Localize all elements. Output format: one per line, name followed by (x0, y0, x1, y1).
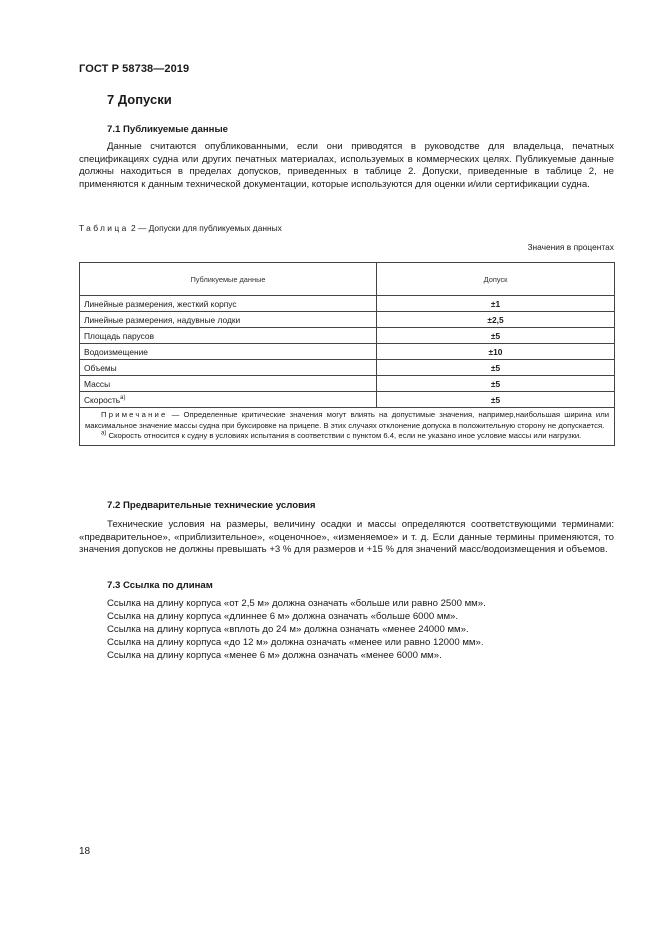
table-cell-value: ±5 (377, 360, 615, 376)
table-note-text (85, 410, 609, 431)
subsection-title-7-2: 7.2 Предварительные технические условия (107, 500, 316, 511)
table-cell-value: ±2,5 (377, 312, 615, 328)
table-cell-name-text: Скорость (84, 394, 121, 405)
note-body: — Определенные критические значения могут влиять на допустимые значения, например,наибольшая ширина или максимальное значение массы судна при буксировке на прицепе. В этих случаях отклонение допуска в положительную сторону не допускается. (85, 410, 609, 430)
subsection-title-7-1: 7.1 Публикуемые данные (107, 124, 228, 135)
table-caption-word: Таблица (79, 223, 129, 233)
page-number: 18 (79, 846, 91, 857)
table-cell-name: Объемы (80, 360, 377, 376)
table-row (80, 328, 615, 344)
table-caption-text: 2 — Допуски для публикуемых данных (130, 223, 282, 233)
length-reference-line: Ссылка на длину корпуса «длиннее 6 м» должна означать «больше 6000 мм». (107, 611, 459, 622)
table-row (80, 344, 615, 360)
table-cell-name: Линейные размерения, жесткий корпус (80, 296, 377, 312)
table-note-row (80, 408, 615, 446)
table-cell-name (80, 392, 377, 408)
table-row (80, 312, 615, 328)
subsection-title-7-3: 7.3 Ссылка по длинам (107, 580, 213, 591)
table-units: Значения в процентах (527, 242, 614, 252)
note-label: Примечание (101, 410, 168, 419)
table-cell-value: ±5 (377, 328, 615, 344)
footnote-marker: а) (101, 430, 107, 437)
document-header: ГОСТ Р 58738—2019 (79, 63, 190, 75)
table-cell-value: ±5 (377, 392, 615, 408)
footnote-body: Скорость относится к судну в условиях испытания в соответствии с пунктом 6.4, если не указано иное условие массы или нагрузки. (106, 431, 582, 441)
footnote-marker: а) (120, 394, 126, 401)
table-row (80, 360, 615, 376)
paragraph-7-2: Технические условия на размеры, величину осадки и массы определяются соответствующими терминами: «предварительное», «приблизительное», «оценочное», «изменяемое» и т. д. Если данные термины применяются, то значения допусков не должны превышать +3 % для размеров и +15 % для значений масс/водоизмещения и объемов. (79, 519, 614, 556)
table-row (80, 392, 615, 408)
table-row (80, 376, 615, 392)
table-row (80, 296, 615, 312)
table-caption (79, 223, 282, 233)
length-reference-line: Ссылка на длину корпуса «вплоть до 24 м» должна означать «менее 24000 мм». (107, 624, 469, 635)
table-header-tolerance: Допуск (377, 263, 615, 296)
length-reference-line: Ссылка на длину корпуса «до 12 м» должна означать «менее или равно 12000 мм». (107, 637, 484, 648)
table-cell-value: ±1 (377, 296, 615, 312)
table-header-row (80, 263, 615, 296)
section-title: 7 Допуски (107, 92, 172, 107)
table-cell-name: Площадь парусов (80, 328, 377, 344)
table-cell-name: Водоизмещение (80, 344, 377, 360)
length-reference-line: Ссылка на длину корпуса «от 2,5 м» должна означать «больше или равно 2500 мм». (107, 598, 486, 609)
table-footnote (85, 431, 609, 442)
table-cell-value: ±5 (377, 376, 615, 392)
tolerance-table (79, 262, 615, 446)
length-reference-line: Ссылка на длину корпуса «менее 6 м» должна означать «менее 6000 мм». (107, 650, 442, 661)
paragraph-7-1: Данные считаются опубликованными, если они приводятся в руководстве для владельца, печатных спецификациях судна или других печатных материалах, используемых в коммерческих целях. Публикуемые данные должны находиться в пределах допусков, приведенных в таблице 2. Допуски, приведенные в таблице 2, не применяются к данным технической документации, которые используются для оценки и/или сертификации судна. (79, 141, 614, 190)
table-cell-name: Линейные размерения, надувные лодки (80, 312, 377, 328)
table-note (80, 408, 615, 446)
table-cell-value: ±10 (377, 344, 615, 360)
table-header-data: Публикуемые данные (80, 263, 377, 296)
table-cell-name: Массы (80, 376, 377, 392)
